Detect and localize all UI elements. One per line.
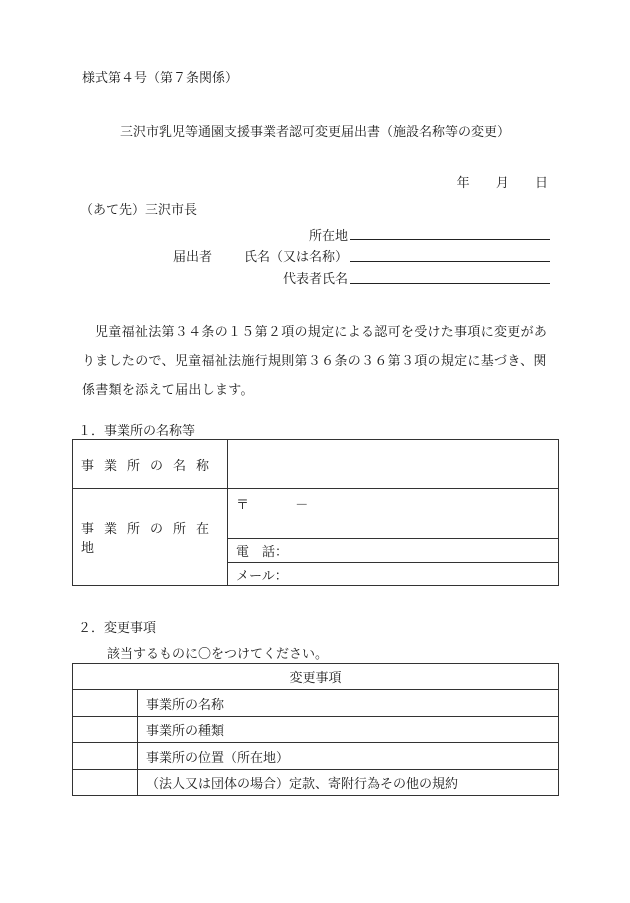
facility-table — [72, 439, 559, 586]
changes-header: 変更事項 — [289, 671, 342, 686]
section1-heading: １．事業所の名称等 — [78, 424, 196, 439]
email-label: メール： — [236, 568, 288, 584]
change-mark-cell[interactable] — [73, 717, 138, 743]
change-item-cell — [138, 743, 559, 770]
change-item-label: 事業所の名称 — [146, 697, 225, 713]
facility-name-label: 事業所の名称 — [81, 458, 220, 474]
section2-heading: ２．変更事項 — [78, 621, 157, 636]
address-label: 所在地 — [308, 229, 348, 244]
facility-location-label-cell — [73, 489, 228, 586]
postal-cell[interactable] — [228, 489, 559, 539]
phone-label: 電 話： — [236, 545, 289, 560]
facility-location-label: 事業所の所在地 — [81, 522, 220, 556]
representative-label: 代表者氏名 — [282, 272, 348, 287]
change-item-label: （法人又は団体の場合）定款、寄附行為その他の規約 — [146, 777, 459, 792]
date-year-label: 年 — [456, 176, 470, 191]
phone-cell[interactable] — [228, 539, 559, 563]
body-paragraph — [82, 318, 552, 405]
change-item-cell — [138, 717, 559, 743]
change-item-cell — [138, 770, 559, 796]
change-mark-cell[interactable] — [73, 770, 138, 796]
email-cell[interactable] — [228, 563, 559, 586]
changes-table — [72, 663, 559, 796]
date-month-label: 月 — [495, 176, 509, 191]
facility-name-value-cell[interactable] — [228, 440, 559, 489]
body-text: 児童福祉法第３４条の１５第２項の規定による認可を受けた事項に変更がありましたので、児童福祉法施行規則第３６条の３６第３項の規定に基づき、関係書類を添えて届出します。 — [82, 325, 548, 398]
date-line — [435, 172, 548, 191]
change-mark-cell[interactable] — [73, 743, 138, 770]
document-title: 三沢市乳児等通園支援事業者認可変更届出書（施設名称等の変更） — [119, 125, 510, 140]
addressee: （あて先）三沢市長 — [80, 203, 198, 218]
change-item-label: 事業所の種類 — [146, 724, 225, 739]
date-day-label: 日 — [534, 176, 548, 191]
change-item-label: 事業所の位置（所在地） — [146, 750, 290, 766]
postal-dash: － — [295, 498, 309, 513]
postal-mark: 〒 — [236, 498, 250, 513]
name-label: 氏名（又は名称） — [243, 250, 348, 265]
changes-header-cell — [73, 664, 559, 690]
representative-line[interactable] — [350, 283, 550, 284]
address-line[interactable] — [350, 239, 550, 240]
change-item-cell — [138, 690, 559, 717]
submitter-heading: 届出者 — [173, 250, 213, 265]
form-number: 様式第４号（第７条関係） — [82, 71, 239, 86]
name-line[interactable] — [350, 261, 550, 262]
facility-name-label-cell — [73, 440, 228, 489]
instruction-text: 該当するものに〇をつけてください。 — [107, 647, 329, 662]
change-mark-cell[interactable] — [73, 690, 138, 717]
